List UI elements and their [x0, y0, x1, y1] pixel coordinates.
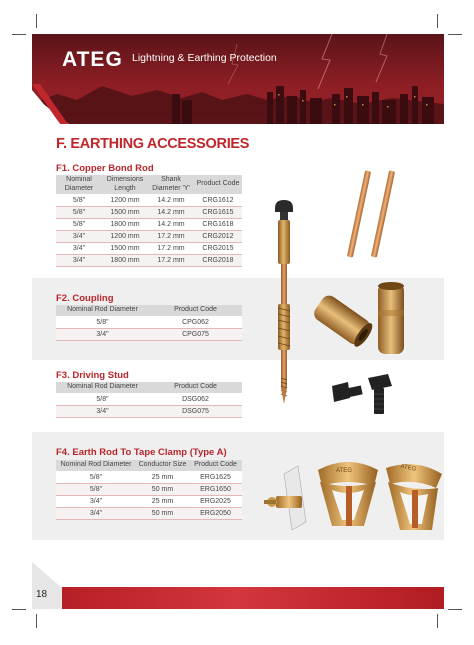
table-cell: CRG2018 [194, 255, 242, 267]
table-cell: 17.2 mm [148, 243, 194, 255]
table-cell: 3/4" [56, 328, 149, 340]
coupling-image [312, 280, 408, 360]
table-cell: 1500 mm [102, 243, 148, 255]
table-cell: 17.2 mm [148, 231, 194, 243]
f3-table [56, 382, 242, 418]
crop-mark [437, 614, 438, 628]
table-cell: 25 mm [136, 471, 189, 483]
table-row [56, 231, 242, 243]
table-row [56, 195, 242, 207]
table-cell: ERG2050 [189, 507, 242, 519]
table-row [56, 507, 242, 519]
crop-mark [36, 614, 37, 628]
table-cell: 1500 mm [102, 207, 148, 219]
table-row [56, 405, 242, 417]
column-header: Product Code [194, 175, 242, 195]
table-row [56, 219, 242, 231]
f1-table [56, 175, 242, 267]
crop-mark [448, 34, 462, 35]
table-cell: 3/4" [56, 495, 136, 507]
column-header: Product Code [149, 382, 242, 393]
crop-mark [12, 34, 26, 35]
table-cell: 14.2 mm [148, 207, 194, 219]
table-row [56, 243, 242, 255]
earth-rod-assembly-image [266, 198, 302, 418]
table-cell: 3/4" [56, 255, 102, 267]
table-cell: 14.2 mm [148, 219, 194, 231]
table-cell: 50 mm [136, 483, 189, 495]
column-header: Dimensions Length [102, 175, 148, 195]
f2-title: F2. Coupling [56, 293, 114, 304]
table-cell: CPG062 [149, 316, 242, 328]
column-header: Product Code [189, 460, 242, 471]
brand-tagline: Lightning & Earthing Protection [132, 52, 277, 64]
table-cell: ERG2025 [189, 495, 242, 507]
table-cell: 17.2 mm [148, 255, 194, 267]
table-cell: 3/4" [56, 507, 136, 519]
table-row [56, 483, 242, 495]
column-header: Nominal Rod Diameter [56, 460, 136, 471]
f3-title: F3. Driving Stud [56, 370, 129, 381]
table-cell: 1200 mm [102, 231, 148, 243]
f4-table [56, 460, 242, 520]
copper-bond-rods-image [340, 168, 412, 260]
table-row [56, 495, 242, 507]
crop-mark [36, 14, 37, 28]
driving-stud-image [328, 372, 396, 416]
column-header: Nominal Rod Diameter [56, 305, 149, 316]
clamp-engraving-text: ATEG [336, 468, 352, 474]
table-cell: 1800 mm [102, 219, 148, 231]
table-cell: CRG1615 [194, 207, 242, 219]
table-row [56, 393, 242, 405]
tape-clamp-image [262, 456, 444, 536]
table-cell: CPG075 [149, 328, 242, 340]
table-header-row [56, 460, 242, 471]
f2-table [56, 305, 242, 341]
table-header-row [56, 382, 242, 393]
table-cell: 50 mm [136, 507, 189, 519]
table-row [56, 207, 242, 219]
table-cell: 5/8" [56, 393, 149, 405]
table-cell: 3/4" [56, 405, 149, 417]
footer-corner-decoration [32, 562, 64, 588]
table-cell: 25 mm [136, 495, 189, 507]
page-number: 18 [36, 589, 48, 600]
table-header-row [56, 305, 242, 316]
crop-mark [448, 609, 462, 610]
f1-title: F1. Copper Bond Rod [56, 163, 154, 174]
column-header: Shank Diameter 'Y' [148, 175, 194, 195]
table-cell: 5/8" [56, 219, 102, 231]
table-header-row [56, 175, 242, 195]
table-cell: 5/8" [56, 195, 102, 207]
table-row [56, 316, 242, 328]
clamp-engraving-text: ATEG [399, 463, 417, 473]
table-cell: 5/8" [56, 471, 136, 483]
table-cell: 5/8" [56, 316, 149, 328]
table-cell: DSG062 [149, 393, 242, 405]
column-header: Nominal Diameter [56, 175, 102, 195]
table-row [56, 255, 242, 267]
table-cell: DSG075 [149, 405, 242, 417]
table-cell: 1200 mm [102, 195, 148, 207]
table-cell: 5/8" [56, 483, 136, 495]
table-cell: 3/4" [56, 243, 102, 255]
column-header: Nominal Rod Diameter [56, 382, 149, 393]
column-header: Product Code [149, 305, 242, 316]
table-cell: CRG1612 [194, 195, 242, 207]
column-header: Conductor Size [136, 460, 189, 471]
table-cell: CRG2012 [194, 231, 242, 243]
table-cell: 14.2 mm [148, 195, 194, 207]
table-row [56, 328, 242, 340]
table-cell: 3/4" [56, 231, 102, 243]
table-cell: 5/8" [56, 207, 102, 219]
table-cell: ERG1625 [189, 471, 242, 483]
footer-bar [32, 587, 444, 609]
table-row [56, 471, 242, 483]
table-cell: 1800 mm [102, 255, 148, 267]
crop-mark [12, 609, 26, 610]
section-title: F. EARTHING ACCESSORIES [56, 136, 250, 152]
crop-mark [437, 14, 438, 28]
brand-logo: ATEG [62, 48, 123, 71]
f4-title: F4. Earth Rod To Tape Clamp (Type A) [56, 447, 227, 458]
table-cell: CRG2015 [194, 243, 242, 255]
table-cell: ERG1650 [189, 483, 242, 495]
banner-corner-red-stripe [32, 84, 72, 126]
table-cell: CRG1618 [194, 219, 242, 231]
